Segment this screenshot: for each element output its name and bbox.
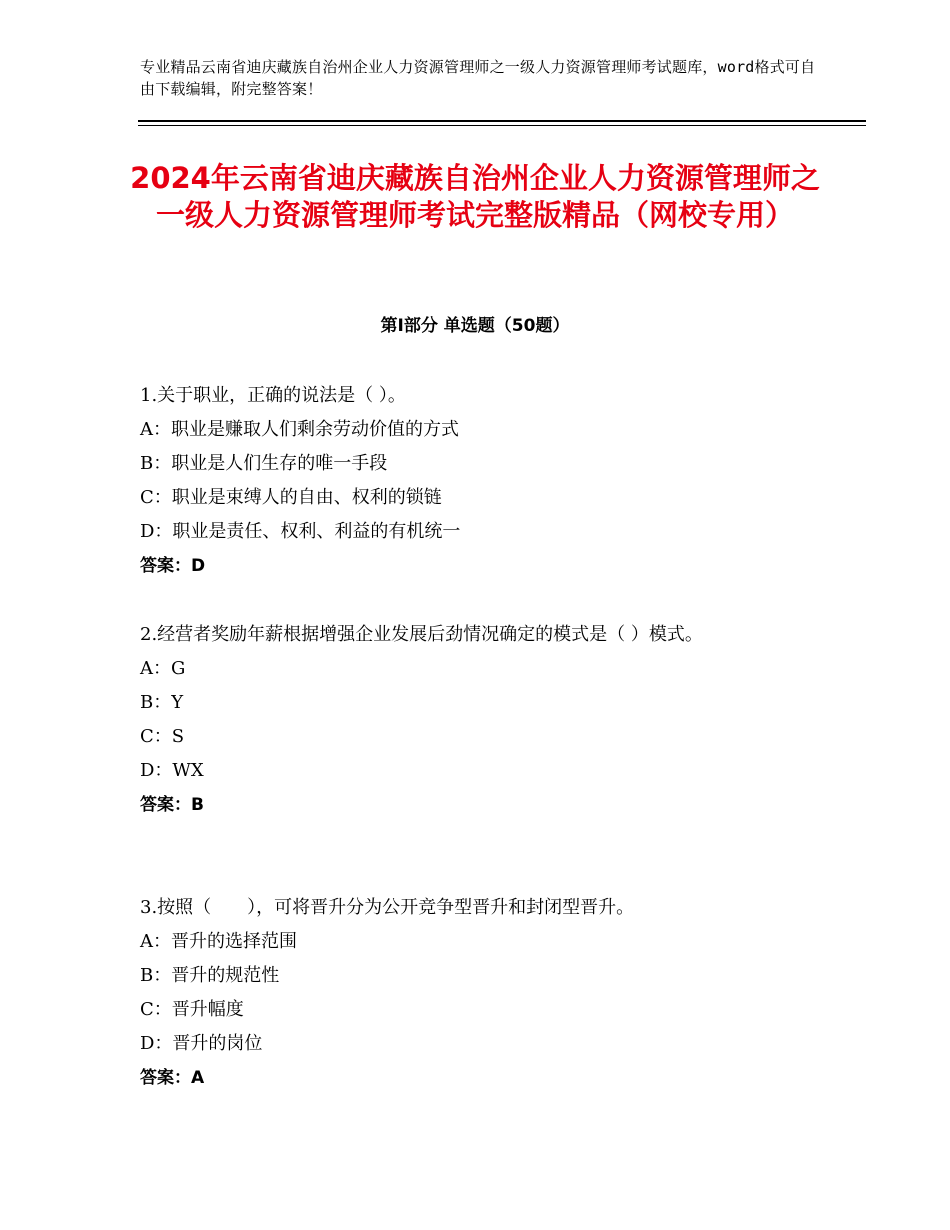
option-d: D：晋升的岗位 <box>140 1033 263 1054</box>
header-divider-thin <box>138 125 866 126</box>
question-stem: 1.关于职业，正确的说法是（ ）。 <box>140 385 406 406</box>
section-title: 第Ⅰ部分 单选题（50题） <box>380 316 570 336</box>
document-title: 2024年云南省迪庆藏族自治州企业人力资源管理师之一级人力资源管理师考试完整版精品（网校专用） <box>130 161 820 232</box>
option-b: B：职业是人们生存的唯一手段 <box>140 453 388 474</box>
option-a: A：职业是赚取人们剩余劳动价值的方式 <box>140 419 459 440</box>
option-a: A：G <box>140 658 186 679</box>
header-divider-thick <box>138 120 866 122</box>
option-b: B：Y <box>140 692 184 713</box>
option-c: C：职业是束缚人的自由、权利的锁链 <box>140 487 442 508</box>
question-2 <box>140 618 800 822</box>
option-a: A：晋升的选择范围 <box>140 931 297 952</box>
option-b: B：晋升的规范性 <box>140 965 280 986</box>
question-stem: 3.按照（ ），可将晋升分为公开竞争型晋升和封闭型晋升。 <box>140 897 635 918</box>
option-c: C：S <box>140 726 185 747</box>
option-d: D：职业是责任、权利、利益的有机统一 <box>140 521 461 542</box>
option-c: C：晋升幅度 <box>140 999 244 1020</box>
answer: 答案：D <box>140 556 206 576</box>
question-stem: 2.经营者奖励年薪根据增强企业发展后劲情况确定的模式是（ ）模式。 <box>140 624 703 645</box>
option-d: D：WX <box>140 760 204 781</box>
answer: 答案：A <box>140 1068 205 1088</box>
header-note: 专业精品云南省迪庆藏族自治州企业人力资源管理师之一级人力资源管理师考试题库，word格式可自由下载编辑，附完整答案！ <box>140 58 816 98</box>
question-3 <box>140 891 800 1095</box>
question-1 <box>140 379 800 583</box>
answer: 答案：B <box>140 795 204 815</box>
